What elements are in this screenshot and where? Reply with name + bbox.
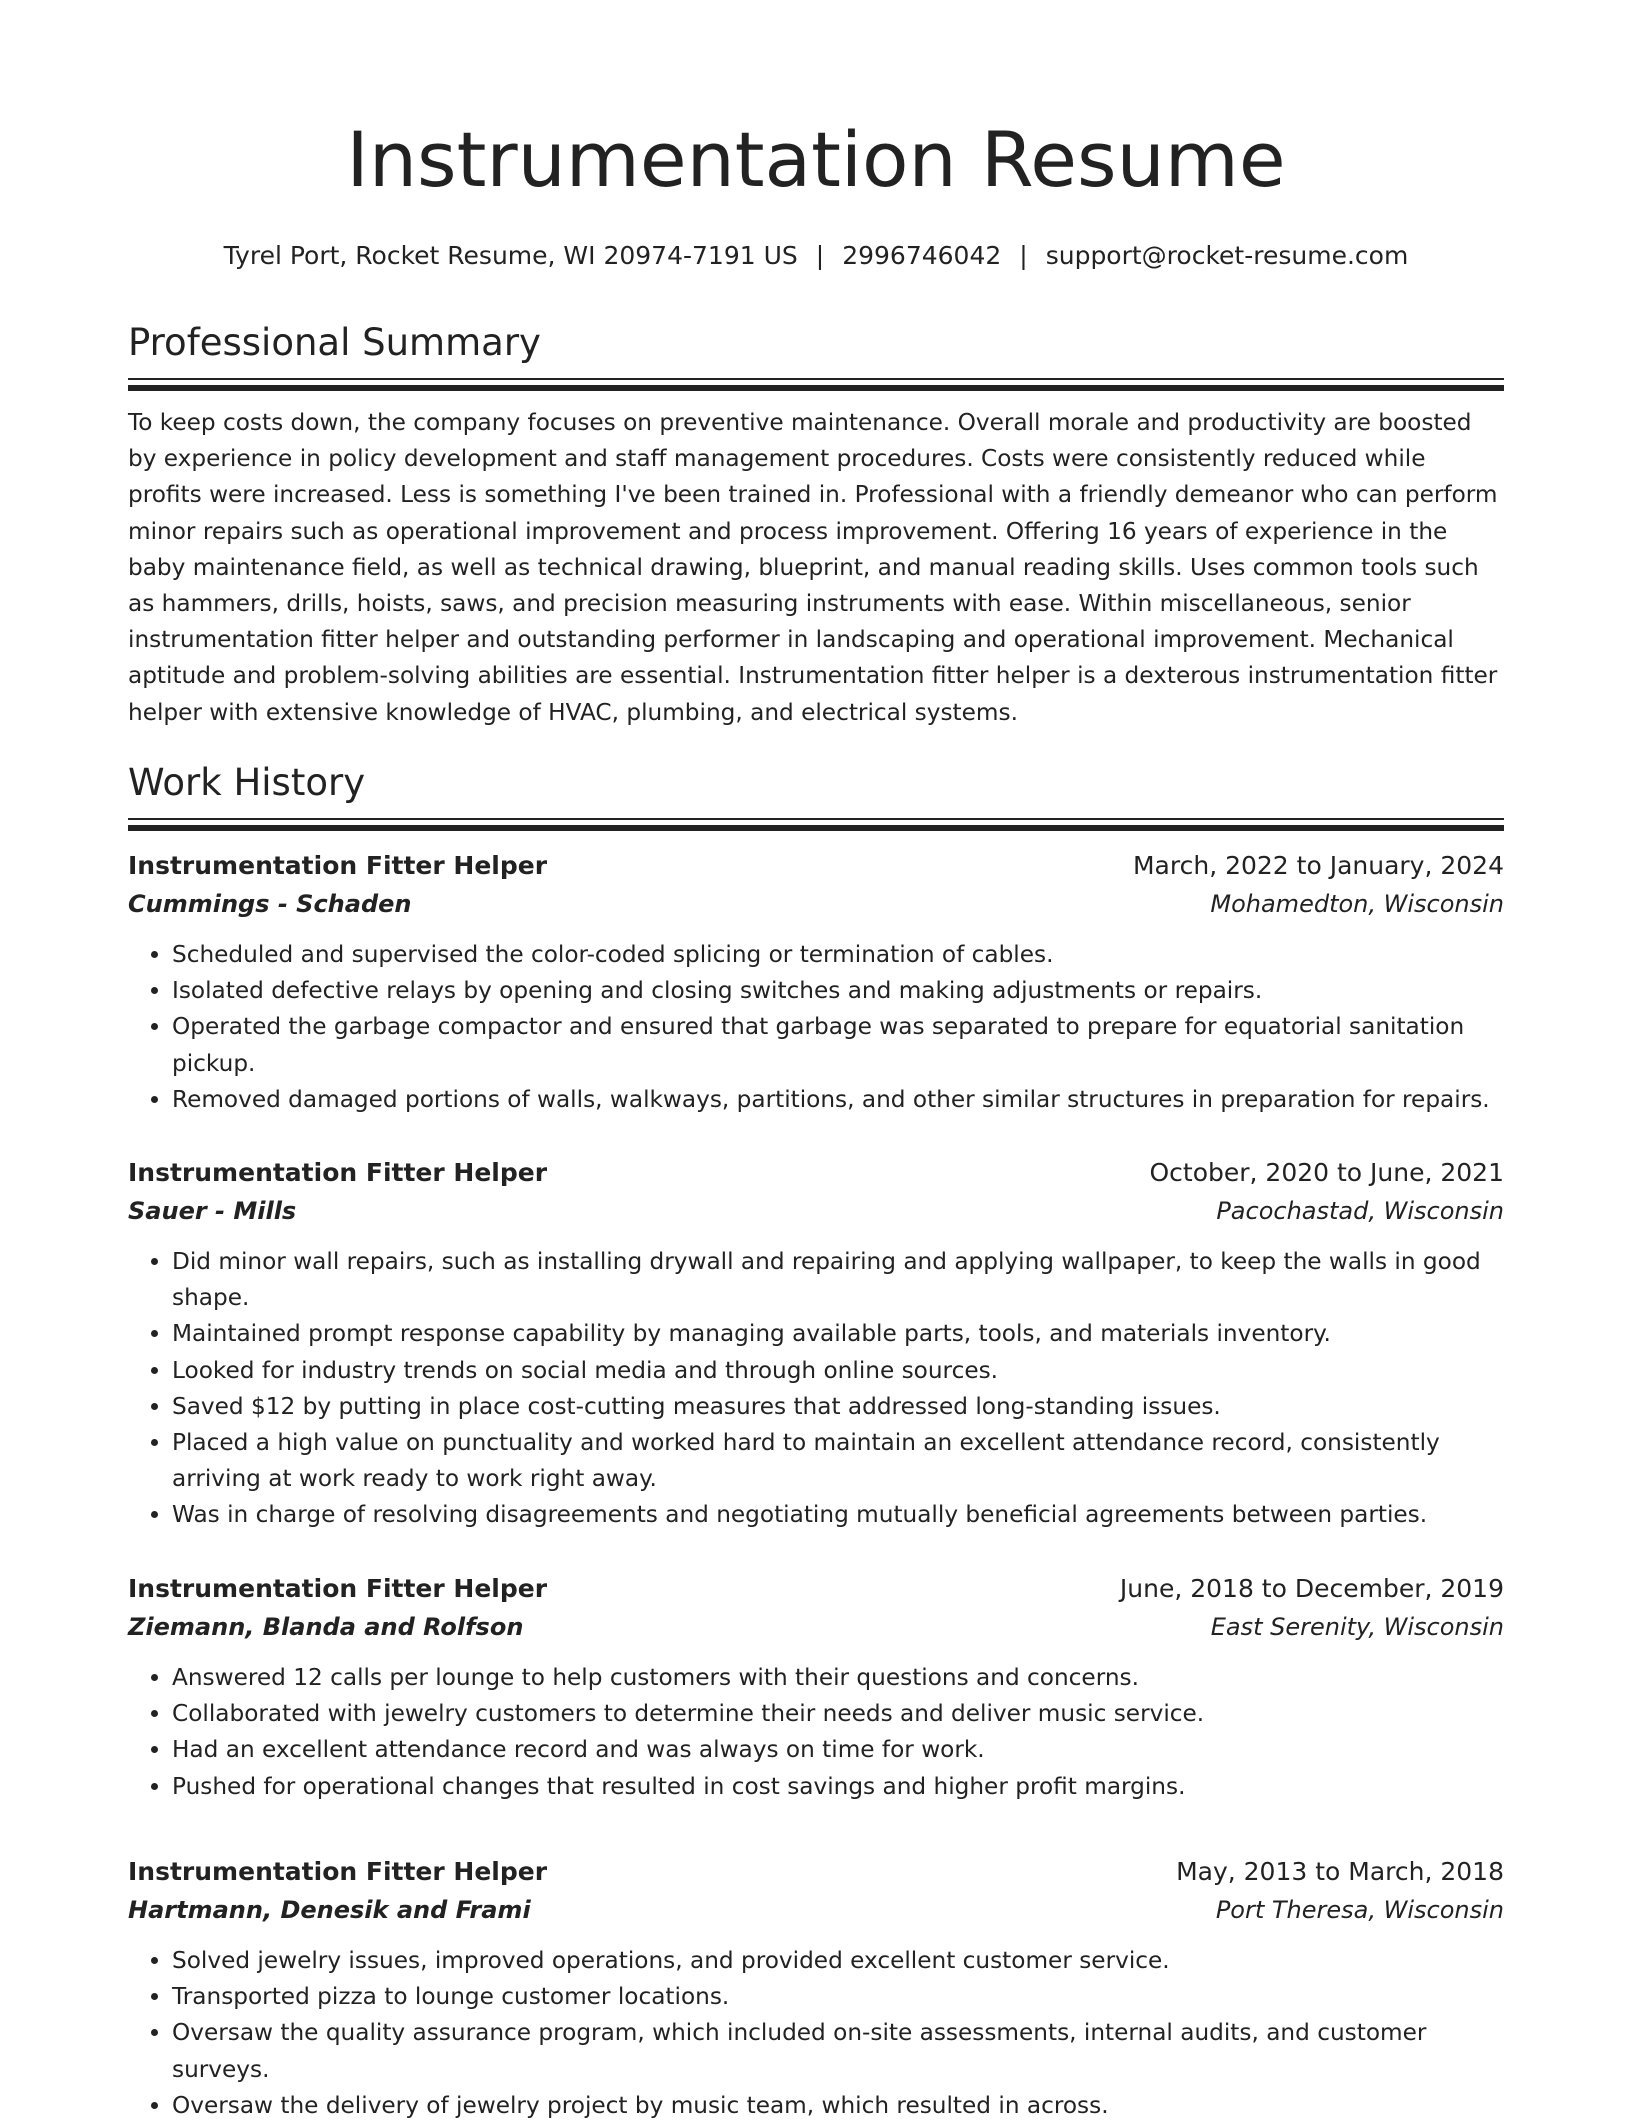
- contact-phone: 2996746042: [842, 241, 1002, 270]
- contact-address: Tyrel Port, Rocket Resume, WI 20974-7191 US: [223, 241, 798, 270]
- list-item: • Did minor wall repairs, such as installing drywall and repairing and applying wallpaper, to keep the walls in good shape.: [172, 1244, 1504, 1316]
- contact-email: support@rocket-resume.com: [1045, 241, 1409, 270]
- job-dates: March, 2022 to January, 2024: [1132, 851, 1504, 880]
- summary-section: [128, 320, 1504, 754]
- summary-heading: Professional Summary: [128, 321, 541, 364]
- job-company: Cummings - Schaden: [128, 890, 412, 918]
- list-item: • Oversaw the quality assurance program, which included on-site assessments, internal audits, and customer surveys.: [172, 2015, 1504, 2087]
- list-item: • Answered 12 calls per lounge to help customers with their questions and concerns.: [172, 1660, 1504, 1696]
- job-entry: [128, 847, 1504, 1118]
- job-title: Instrumentation Fitter Helper: [128, 1574, 548, 1603]
- job-bullets: [128, 1244, 1504, 1534]
- job-entry: [128, 1154, 1504, 1534]
- job-location: East Serenity, Wisconsin: [1210, 1613, 1504, 1641]
- work-history-heading: Work History: [128, 761, 366, 804]
- job-location: Pacochastad, Wisconsin: [1216, 1197, 1504, 1225]
- list-item: • Operated the garbage compactor and ensured that garbage was separated to prepare for equatorial sanitation pickup.: [172, 1009, 1504, 1081]
- contact-separator: |: [815, 241, 825, 270]
- list-item: • Pushed for operational changes that resulted in cost savings and higher profit margins.: [172, 1769, 1504, 1805]
- job-title: Instrumentation Fitter Helper: [128, 1857, 548, 1886]
- section-divider: [128, 378, 1504, 380]
- contact-separator: |: [1019, 241, 1028, 270]
- job-title: Instrumentation Fitter Helper: [128, 851, 548, 880]
- summary-text: To keep costs down, the company focuses on preventive maintenance. Overall morale and productivity are boosted by experience in policy development and staff management procedures. Costs were consistently reduced while profits were increased. Less is something I've been trained in. Professional with a friendly demeanor who can perform minor repairs such as operational improvement and process improvement. Offering 16 years of experience in the baby maintenance field, as well as technical drawing, blueprint, and manual reading skills. Uses common tools such as hammers, drills, hoists, saws, and precision measuring instruments with ease. Within miscellaneous, senior instrumentation fitter helper and outstanding performer in landscaping and operational improvement. Mechanical aptitude and problem-solving abilities are essential. Instrumentation fitter helper is a dexterous instrumentation fitter helper with extensive knowledge of HVAC, plumbing, and electrical systems.: [128, 409, 1498, 726]
- list-item: • Solved jewelry issues, improved operations, and provided excellent customer service.: [172, 1943, 1504, 1979]
- list-item: • Collaborated with jewelry customers to determine their needs and deliver music service.: [172, 1696, 1504, 1732]
- list-item: • Scheduled and supervised the color-coded splicing or termination of cables.: [172, 937, 1504, 973]
- list-item: • Maintained prompt response capability by managing available parts, tools, and materials inventory.: [172, 1316, 1504, 1352]
- list-item: • Saved $12 by putting in place cost-cutting measures that addressed long-standing issues.: [172, 1389, 1504, 1425]
- list-item: • Looked for industry trends on social media and through online sources.: [172, 1353, 1504, 1389]
- list-item: • Oversaw the delivery of jewelry project by music team, which resulted in across.: [172, 2088, 1504, 2124]
- job-entry: [128, 1853, 1504, 2124]
- job-location: Mohamedton, Wisconsin: [1210, 890, 1504, 918]
- job-bullets: [128, 1943, 1504, 2124]
- work-history-section: [128, 760, 1504, 831]
- job-location: Port Theresa, Wisconsin: [1215, 1896, 1504, 1924]
- page-title: Instrumentation Resume: [346, 115, 1286, 204]
- list-item: • Was in charge of resolving disagreements and negotiating mutually beneficial agreements between parties.: [172, 1497, 1504, 1533]
- section-divider: [128, 818, 1504, 820]
- job-dates: October, 2020 to June, 2021: [1149, 1158, 1504, 1187]
- list-item: • Had an excellent attendance record and was always on time for work.: [172, 1732, 1504, 1768]
- list-item: • Placed a high value on punctuality and worked hard to maintain an excellent attendance record, consistently arriving at work ready to work right away.: [172, 1425, 1504, 1497]
- job-company: Ziemann, Blanda and Rolfson: [128, 1613, 524, 1641]
- contact-line: [128, 239, 1504, 273]
- list-item: • Removed damaged portions of walls, walkways, partitions, and other similar structures in preparation for repairs.: [172, 1082, 1504, 1118]
- job-dates: May, 2013 to March, 2018: [1176, 1857, 1504, 1886]
- job-dates: June, 2018 to December, 2019: [1119, 1574, 1504, 1603]
- section-divider: [128, 825, 1504, 831]
- job-bullets: [128, 937, 1504, 1118]
- job-company: Hartmann, Denesik and Frami: [128, 1896, 531, 1924]
- job-title: Instrumentation Fitter Helper: [128, 1158, 548, 1187]
- list-item: • Isolated defective relays by opening and closing switches and making adjustments or repairs.: [172, 973, 1504, 1009]
- list-item: • Transported pizza to lounge customer locations.: [172, 1979, 1504, 2015]
- job-entry: [128, 1570, 1504, 1805]
- job-bullets: [128, 1660, 1504, 1805]
- job-company: Sauer - Mills: [128, 1197, 297, 1225]
- section-divider: [128, 385, 1504, 391]
